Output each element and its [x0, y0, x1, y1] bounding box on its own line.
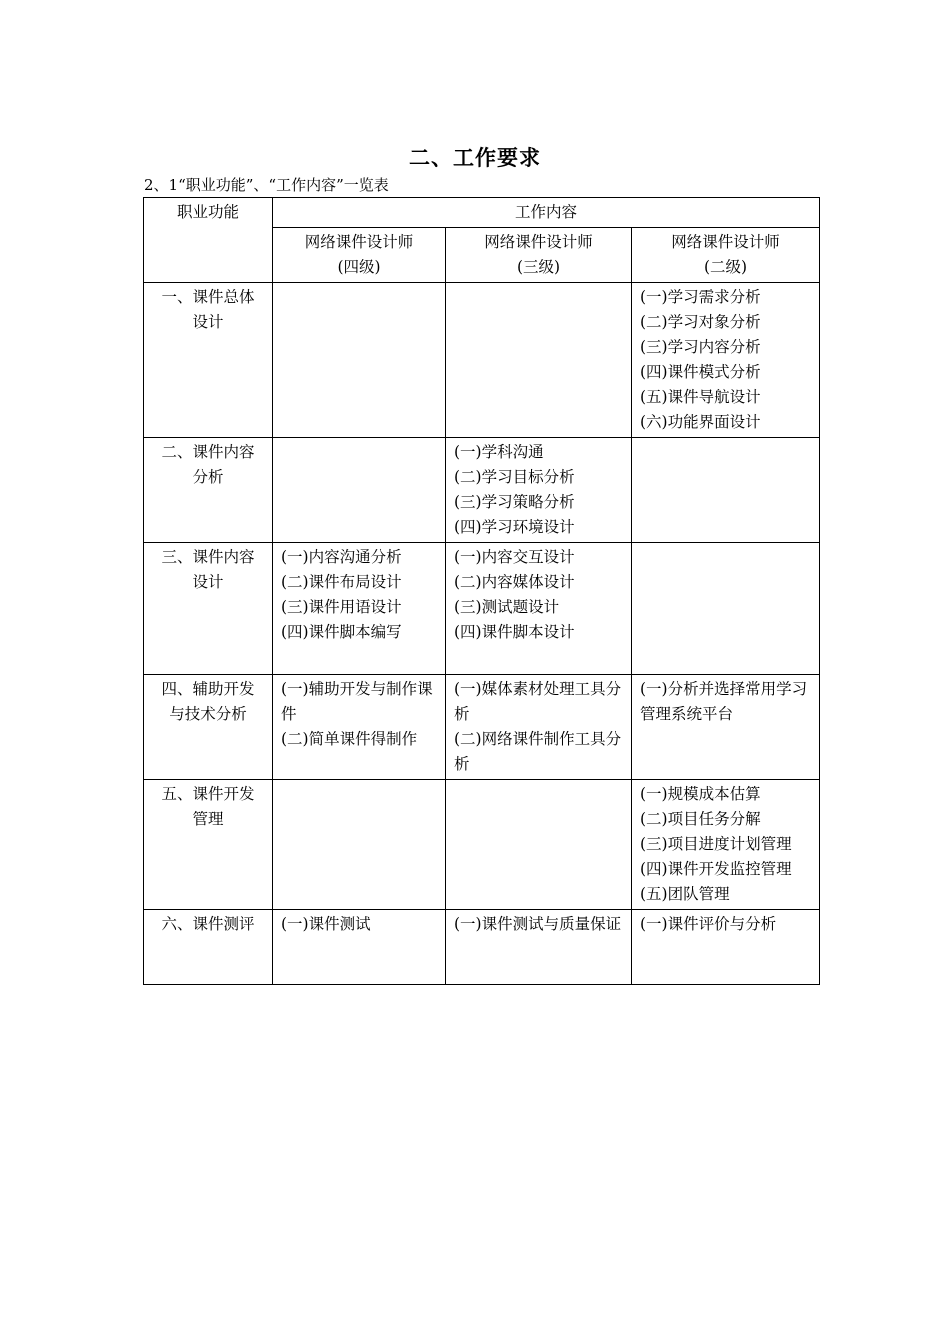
work-content-item: (二)课件布局设计: [281, 573, 402, 591]
work-content-cell: [446, 910, 632, 985]
table-body: [144, 283, 820, 985]
work-content-cell: [273, 543, 446, 675]
section-heading: 二、工作要求: [409, 146, 541, 170]
work-content-cell: [632, 780, 820, 910]
work-content-item: (一)辅助开发与制作课件: [281, 680, 433, 723]
work-content-cell: [273, 283, 446, 438]
table-caption: 2、1“职业功能”、“工作内容”一览表: [144, 176, 389, 194]
table-row: [144, 438, 820, 543]
work-content-item: (一)课件测试: [281, 915, 371, 933]
work-content-item: (二)学习对象分析: [640, 313, 761, 331]
work-content-item: (二)内容媒体设计: [454, 573, 575, 591]
career-function-text: 管理: [192, 810, 224, 828]
level-grade: (四级): [337, 258, 381, 276]
career-function-text: 六、课件测评: [161, 915, 255, 933]
work-content-item: (二)项目任务分解: [640, 810, 761, 828]
level-header-4: [273, 228, 446, 283]
work-content-item: (五)团队管理: [640, 885, 730, 903]
career-function-text: 设计: [192, 313, 224, 331]
work-content-item: (四)学习环境设计: [454, 518, 575, 536]
work-content-item: (一)学科沟通: [454, 443, 544, 461]
level-title: 网络课件设计师: [304, 233, 414, 251]
work-content-item: (三)测试题设计: [454, 598, 560, 616]
work-content-item: (三)课件用语设计: [281, 598, 402, 616]
career-function-text: 三、课件内容: [161, 548, 255, 566]
work-content-item: (四)课件开发监控管理: [640, 860, 792, 878]
level-header-2: [632, 228, 820, 283]
career-function-text: 一、课件总体: [161, 288, 255, 306]
level-title: 网络课件设计师: [484, 233, 593, 251]
header-career-function: 职业功能: [144, 198, 273, 283]
level-title: 网络课件设计师: [671, 233, 780, 251]
work-content-item: (三)学习策略分析: [454, 493, 575, 511]
work-content-cell: [446, 543, 632, 675]
work-content-item: (二)学习目标分析: [454, 468, 575, 486]
career-function-cell: [144, 438, 273, 543]
work-content-cell: [446, 780, 632, 910]
header-row: [144, 198, 820, 228]
work-content-cell: [273, 910, 446, 985]
career-function-text: 五、课件开发: [161, 785, 255, 803]
work-content-cell: [632, 283, 820, 438]
career-function-text: 与技术分析: [169, 705, 247, 723]
career-function-text: 二、课件内容: [161, 443, 255, 461]
work-content-cell: [273, 780, 446, 910]
work-content-cell: [632, 675, 820, 780]
table-row: [144, 780, 820, 910]
table-row: [144, 543, 820, 675]
work-content-item: (三)项目进度计划管理: [640, 835, 792, 853]
work-content-item: (一)媒体素材处理工具分析: [454, 680, 622, 723]
career-function-text: 分析: [192, 468, 224, 486]
work-content-item: (一)规模成本估算: [640, 785, 761, 803]
level-grade: (二级): [703, 258, 748, 276]
work-content-item: (四)课件脚本设计: [454, 623, 575, 641]
career-function-cell: [144, 543, 273, 675]
work-content-item: (一)分析并选择常用学习管理系统平台: [640, 680, 808, 723]
work-content-item: (一)课件评价与分析: [640, 915, 777, 933]
level-header-3: [446, 228, 632, 283]
work-content-cell: [446, 438, 632, 543]
work-content-cell: [632, 543, 820, 675]
career-function-cell: [144, 910, 273, 985]
table-row: [144, 910, 820, 985]
level-grade: (三级): [516, 258, 561, 276]
work-content-cell: [446, 283, 632, 438]
work-content-item: (六)功能界面设计: [640, 413, 761, 431]
work-content-item: (二)网络课件制作工具分析: [454, 730, 622, 773]
career-function-text: 设计: [192, 573, 224, 591]
work-content-cell: [446, 675, 632, 780]
work-content-item: (四)课件模式分析: [640, 363, 761, 381]
work-content-cell: [273, 438, 446, 543]
work-content-item: (三)学习内容分析: [640, 338, 761, 356]
work-content-cell: [632, 438, 820, 543]
career-function-cell: [144, 675, 273, 780]
work-requirements-table: [143, 197, 820, 985]
career-function-cell: [144, 283, 273, 438]
header-work-content: 工作内容: [273, 198, 820, 228]
table-row: [144, 283, 820, 438]
career-function-text: 四、辅助开发: [161, 680, 255, 698]
career-function-cell: [144, 780, 273, 910]
work-content-cell: [273, 675, 446, 780]
work-content-cell: [632, 910, 820, 985]
work-content-item: (一)内容交互设计: [454, 548, 575, 566]
work-content-item: (一)内容沟通分析: [281, 548, 402, 566]
work-content-item: (五)课件导航设计: [640, 388, 761, 406]
work-content-item: (二)简单课件得制作: [281, 730, 418, 748]
work-content-item: (一)课件测试与质量保证: [454, 915, 622, 933]
work-content-item: (一)学习需求分析: [640, 288, 761, 306]
table-row: [144, 675, 820, 780]
work-content-item: (四)课件脚本编写: [281, 623, 402, 641]
